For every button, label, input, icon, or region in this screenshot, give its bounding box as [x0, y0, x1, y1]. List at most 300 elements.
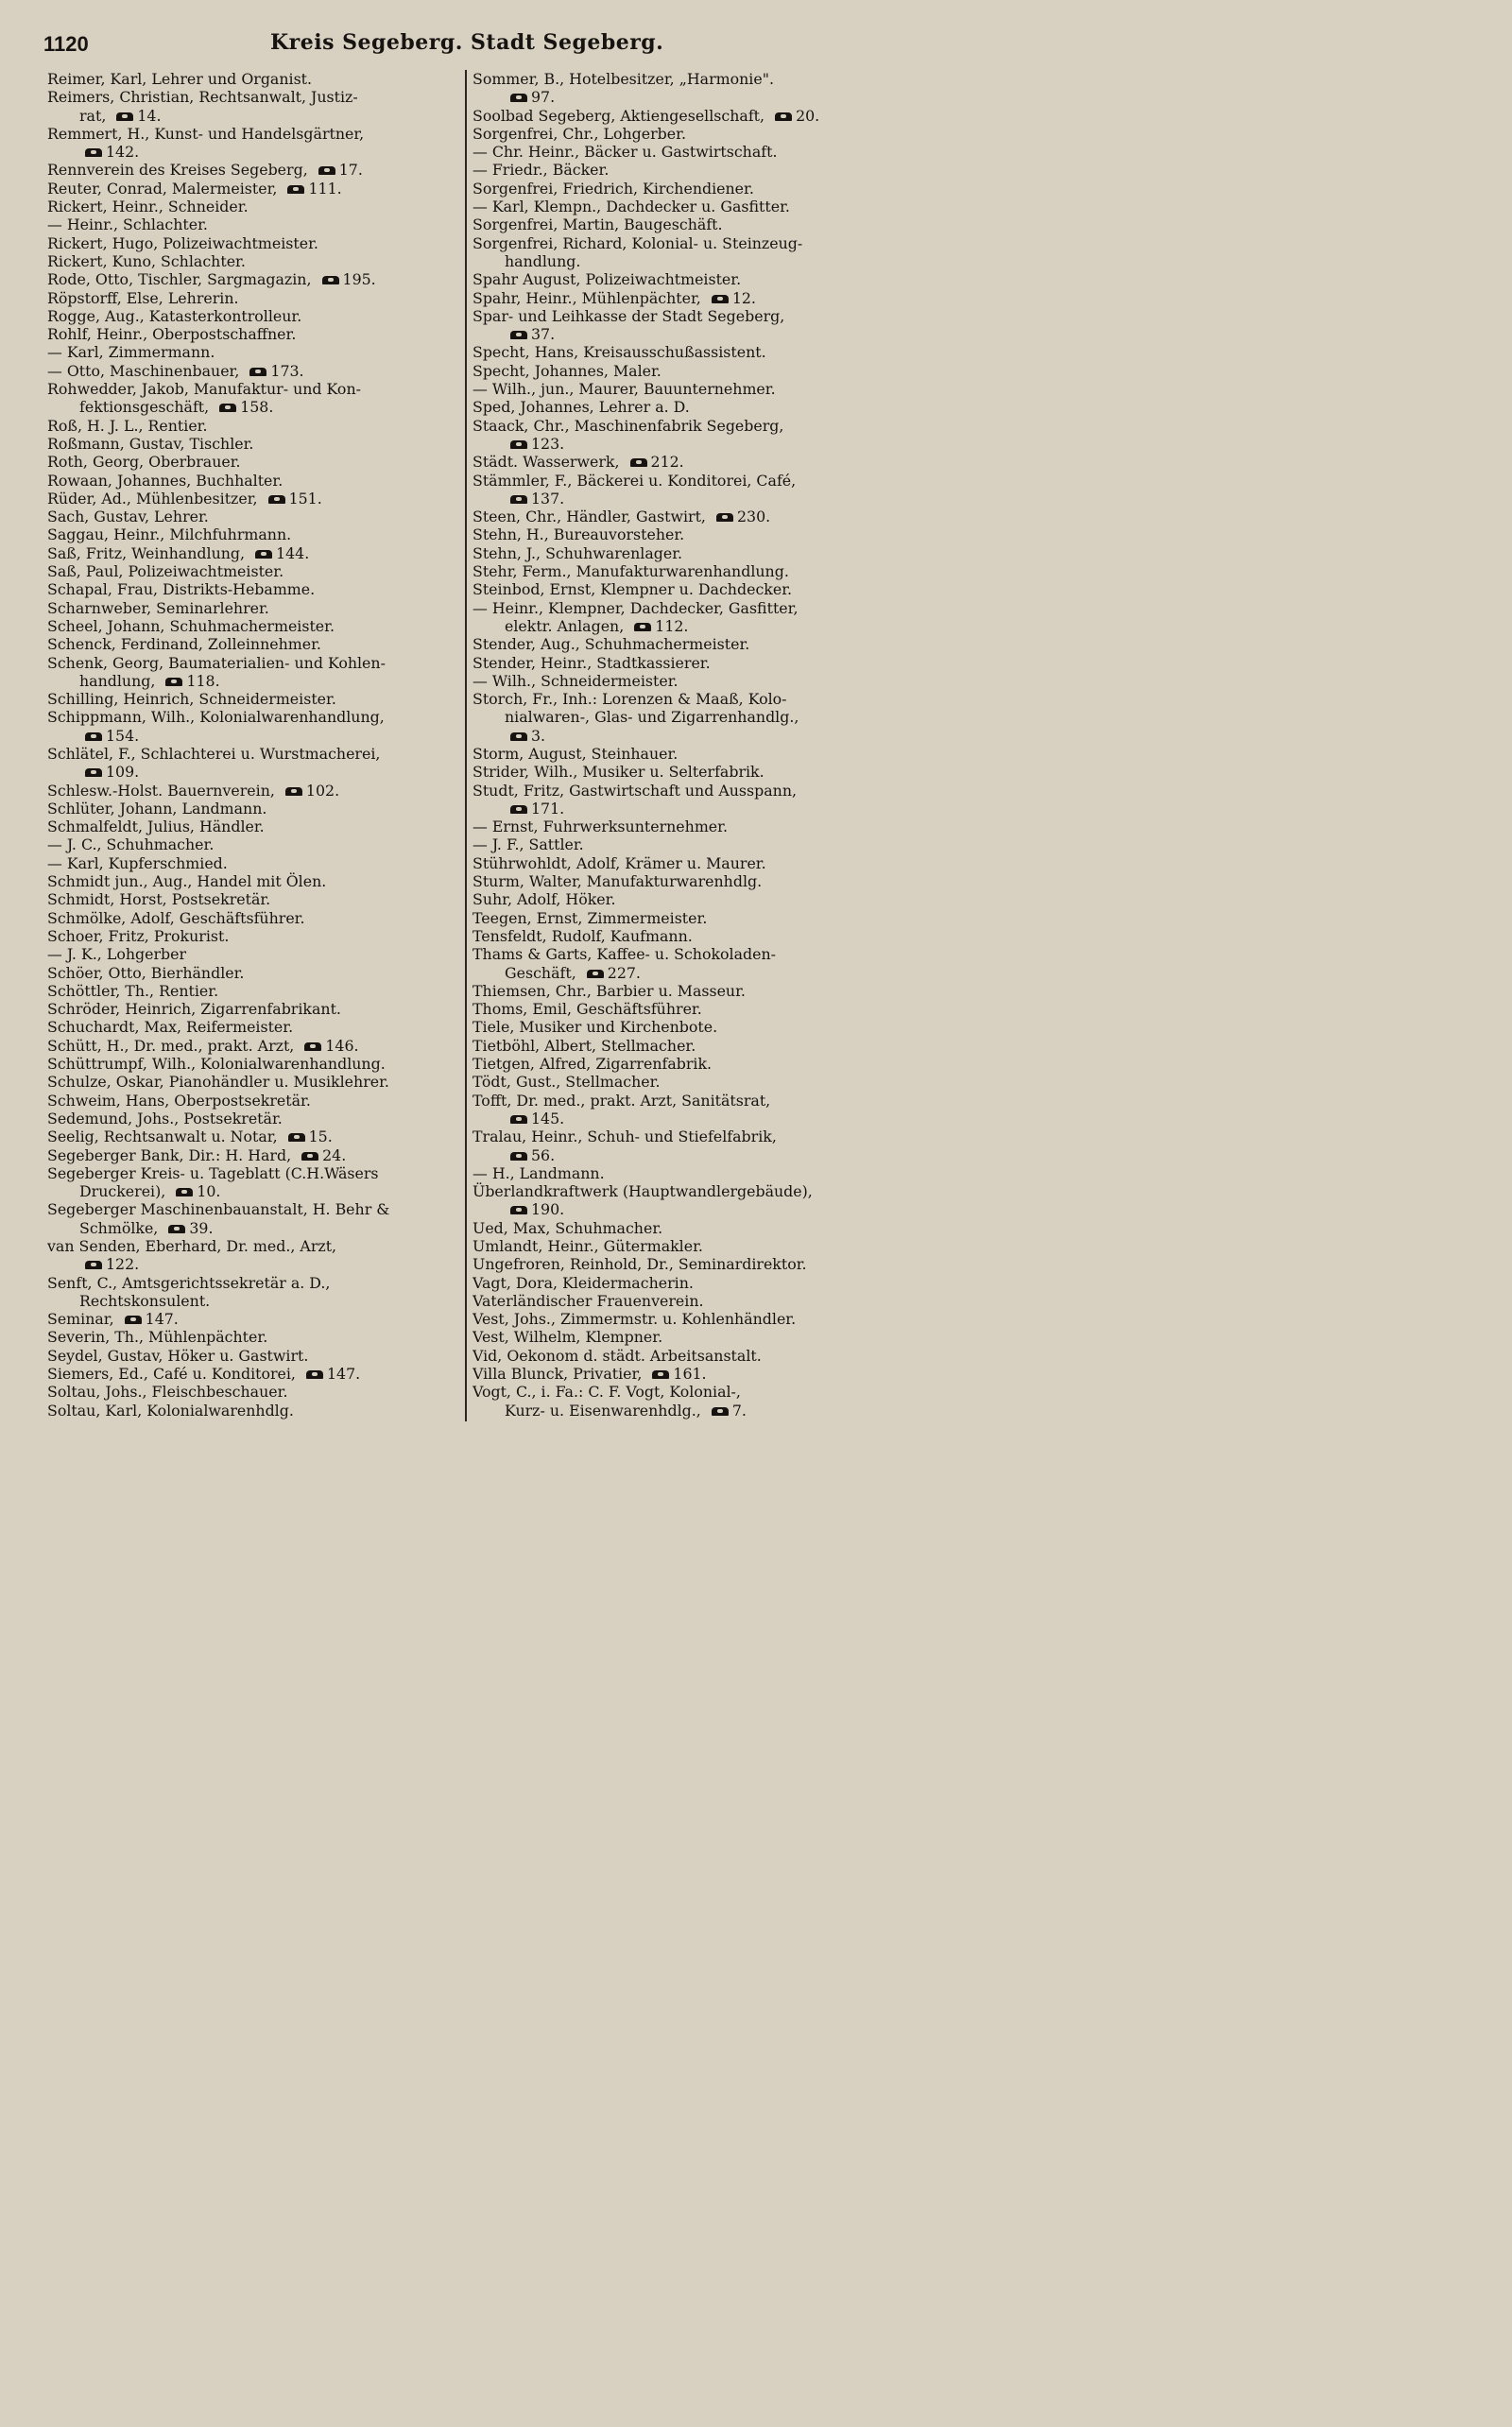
directory-entry — [472, 525, 879, 543]
telephone-icon — [288, 1133, 305, 1143]
directory-entry — [47, 1000, 455, 1018]
entry-text: — Heinr., Schlachter. — [47, 215, 208, 234]
directory-entry-continuation — [47, 727, 455, 745]
directory-entry — [472, 70, 879, 88]
phone-number: 10. — [197, 1182, 221, 1201]
entry-text: Schoer, Fritz, Prokurist. — [47, 926, 230, 945]
directory-entry — [472, 763, 879, 781]
directory-entry-continuation — [472, 1110, 879, 1127]
directory-entry — [47, 562, 455, 580]
telephone-icon — [285, 787, 302, 797]
phone-number: 154. — [106, 726, 140, 745]
directory-entry — [472, 562, 879, 580]
telephone-icon — [510, 1206, 527, 1215]
entry-text: Scharnweber, Seminarlehrer. — [47, 598, 269, 617]
entry-text: nialwaren-, Glas- und Zigarrenhandlg., — [505, 708, 799, 727]
page-header — [43, 28, 885, 62]
phone-number: 142. — [106, 143, 140, 162]
telephone-icon — [304, 1042, 321, 1052]
entry-text: Villa Blunck, Privatier, — [472, 1365, 647, 1384]
entry-text: — Heinr., Klempner, Dachdecker, Gasfitter, — [472, 598, 799, 617]
entry-text: Röpstorff, Else, Lehrerin. — [47, 288, 239, 307]
directory-entry — [472, 180, 879, 198]
entry-text: Remmert, H., Kunst- und Handelsgärtner, — [47, 124, 365, 143]
telephone-icon — [587, 970, 604, 979]
entry-text: — Chr. Heinr., Bäcker u. Gastwirtschaft. — [472, 143, 778, 162]
directory-entry — [47, 872, 455, 890]
phone-number: 14. — [137, 106, 162, 125]
entry-text: Suhr, Adolf, Höker. — [472, 890, 616, 909]
phone-number: 161. — [673, 1365, 707, 1384]
directory-entry — [47, 854, 455, 872]
phone-number: 37. — [531, 325, 556, 344]
directory-entry — [472, 835, 879, 853]
directory-entry — [47, 198, 455, 215]
entry-text: Vest, Wilhelm, Klempner. — [472, 1328, 663, 1347]
telephone-icon — [116, 112, 133, 122]
entry-text: Roß, H. J. L., Rentier. — [47, 416, 208, 435]
telephone-icon — [322, 276, 339, 285]
entry-text: Thiemsen, Chr., Barbier u. Masseur. — [472, 981, 746, 1000]
directory-entry — [47, 708, 455, 726]
directory-entry — [472, 1037, 879, 1055]
entry-text: — J. F., Sattler. — [472, 835, 584, 854]
directory-entry — [472, 1127, 879, 1145]
directory-entry — [47, 508, 455, 525]
entry-text: — J. K., Lohgerber — [47, 945, 187, 964]
entry-text: handlung, — [79, 671, 161, 690]
entry-text: Scheel, Johann, Schuhmachermeister. — [47, 616, 335, 635]
directory-entry — [472, 1219, 879, 1237]
entry-text: rat, — [79, 106, 112, 125]
phone-number: 171. — [531, 799, 565, 818]
directory-entry-continuation — [472, 800, 879, 818]
column-divider — [465, 70, 467, 1421]
entry-text: Vagt, Dora, Kleidermacherin. — [472, 1273, 694, 1292]
phone-number: 15. — [308, 1127, 333, 1146]
entry-text: Schütt, H., Dr. med., prakt. Arzt, — [47, 1036, 300, 1055]
entry-text: Soltau, Johs., Fleischbeschauer. — [47, 1383, 288, 1402]
entry-text: Rüder, Ad., Mühlenbesitzer, — [47, 489, 263, 508]
directory-entry — [472, 307, 879, 325]
entry-text: Vest, Johs., Zimmermstr. u. Kohlenhändler. — [472, 1310, 797, 1329]
entry-text: Sped, Johannes, Lehrer a. D. — [472, 398, 690, 417]
entry-text: Soltau, Karl, Kolonialwarenhdlg. — [47, 1401, 294, 1420]
entry-text: Rohlf, Heinr., Oberpostschaffner. — [47, 325, 297, 344]
directory-entry — [472, 818, 879, 835]
entry-text: Thoms, Emil, Geschäftsführer. — [472, 1000, 702, 1019]
entry-text: Siemers, Ed., Café u. Konditorei, — [47, 1365, 301, 1384]
directory-entry — [47, 1055, 455, 1073]
entry-text: Reuter, Conrad, Malermeister, — [47, 179, 283, 198]
entry-text: Rohwedder, Jakob, Manufaktur- und Kon- — [47, 380, 361, 399]
right-column — [472, 70, 879, 1420]
directory-entry — [47, 782, 455, 800]
directory-entry — [47, 745, 455, 763]
phone-number: 56. — [531, 1145, 556, 1164]
entry-text: Tralau, Heinr., Schuh- und Stiefelfabrik, — [472, 1127, 777, 1146]
running-title: Kreis Segeberg. Stadt Segeberg. — [270, 30, 664, 55]
entry-text: fektionsgeschäft, — [79, 398, 215, 417]
directory-entry-continuation — [47, 672, 455, 690]
phone-number: 137. — [531, 489, 565, 508]
phone-number: 122. — [106, 1255, 140, 1274]
directory-entry-continuation — [47, 143, 455, 161]
directory-entry-continuation — [472, 1402, 879, 1420]
directory-entry — [47, 1037, 455, 1055]
phone-number: 230. — [736, 508, 771, 526]
directory-entry — [472, 289, 879, 307]
entry-text: — Otto, Maschinenbauer, — [47, 361, 245, 380]
entry-text: Rowaan, Johannes, Buchhalter. — [47, 471, 284, 490]
entry-text: Storch, Fr., Inh.: Lorenzen & Maaß, Kolo- — [472, 690, 787, 709]
entry-text: elektr. Anlagen, — [505, 616, 629, 635]
directory-entry — [47, 1073, 455, 1091]
phone-number: 39. — [189, 1218, 214, 1237]
directory-entry — [472, 270, 879, 288]
directory-entry — [47, 1146, 455, 1164]
directory-entry — [472, 672, 879, 690]
entry-text: Kurz- u. Eisenwarenhdlg., — [505, 1401, 706, 1420]
phone-number: 109. — [106, 763, 140, 782]
directory-entry — [47, 617, 455, 635]
directory-entry — [47, 252, 455, 270]
directory-entry — [47, 544, 455, 562]
directory-entry-continuation — [472, 1146, 879, 1164]
telephone-icon — [85, 732, 102, 742]
entry-text: Rode, Otto, Tischler, Sargmagazin, — [47, 270, 317, 289]
directory-entry — [472, 599, 879, 617]
directory-entry — [472, 198, 879, 215]
entry-text: Überlandkraftwerk (Hauptwandlergebäude), — [472, 1182, 813, 1201]
entry-text: Sorgenfrei, Chr., Lohgerber. — [472, 124, 686, 143]
entry-text: — Karl, Zimmermann. — [47, 343, 215, 362]
phone-number: 112. — [655, 616, 689, 635]
directory-entry — [47, 1365, 455, 1383]
entry-text: Segeberger Kreis- u. Tageblatt (C.H.Wäsers — [47, 1163, 379, 1182]
directory-entry — [47, 70, 455, 88]
phone-number: 97. — [531, 88, 556, 107]
directory-entry — [47, 343, 455, 361]
directory-entry — [472, 1292, 879, 1310]
phone-number: 12. — [731, 288, 756, 307]
entry-text: Vogt, C., i. Fa.: C. F. Vogt, Kolonial-, — [472, 1383, 741, 1402]
directory-entry — [472, 1092, 879, 1110]
entry-text: Rechtskonsulent. — [79, 1291, 211, 1310]
phone-number: 144. — [276, 543, 310, 562]
telephone-icon — [85, 1261, 102, 1270]
directory-entry — [472, 1073, 879, 1091]
entry-text: van Senden, Eberhard, Dr. med., Arzt, — [47, 1237, 337, 1255]
telephone-icon — [168, 1225, 185, 1234]
telephone-icon — [85, 148, 102, 158]
directory-entry — [472, 417, 879, 435]
directory-entry-continuation — [47, 763, 455, 781]
entry-text: — Wilh., Schneidermeister. — [472, 671, 679, 690]
directory-entry — [47, 1402, 455, 1420]
entry-text: Sturm, Walter, Manufakturwarenhdlg. — [472, 872, 763, 891]
entry-text: Tödt, Gust., Stellmacher. — [472, 1073, 661, 1092]
directory-entry — [47, 927, 455, 945]
directory-entry-continuation — [472, 964, 879, 982]
entry-text: Städt. Wasserwerk, — [472, 453, 625, 472]
entry-text: Schmölke, — [79, 1218, 163, 1237]
entry-text: Specht, Hans, Kreisausschußassistent. — [472, 343, 766, 362]
entry-text: Senft, C., Amtsgerichtssekretär a. D., — [47, 1273, 331, 1292]
directory-entry — [47, 1328, 455, 1346]
directory-entry-continuation — [47, 1219, 455, 1237]
phone-number: 173. — [270, 361, 304, 380]
entry-text: Spahr, Heinr., Mühlenpächter, — [472, 288, 706, 307]
directory-entry — [472, 1255, 879, 1273]
entry-text: Sach, Gustav, Lehrer. — [47, 508, 209, 526]
entry-text: Steinbod, Ernst, Klempner u. Dachdecker. — [472, 580, 793, 599]
directory-entry — [472, 1328, 879, 1346]
directory-entry-continuation — [472, 490, 879, 508]
directory-entry — [472, 580, 879, 598]
telephone-icon — [510, 331, 527, 340]
directory-page — [0, 0, 923, 1482]
directory-entry — [47, 1200, 455, 1218]
entry-text: Stehn, H., Bureauvorsteher. — [472, 525, 685, 544]
directory-entry — [47, 654, 455, 672]
entry-text: Schippmann, Wilh., Kolonialwarenhandlung, — [47, 708, 385, 727]
directory-entry — [47, 362, 455, 380]
directory-entry — [472, 380, 879, 398]
directory-entry — [47, 1092, 455, 1110]
directory-entry — [47, 307, 455, 325]
entry-text: Ungefroren, Reinhold, Dr., Seminardirektor. — [472, 1255, 807, 1274]
directory-entry — [472, 107, 879, 125]
directory-entry — [47, 88, 455, 106]
entry-text: Stender, Aug., Schuhmachermeister. — [472, 635, 750, 654]
directory-entry-continuation — [47, 398, 455, 416]
entry-text: Sommer, B., Hotelbesitzer, „Harmonie". — [472, 70, 774, 88]
directory-entry — [472, 1055, 879, 1073]
telephone-icon — [306, 1370, 323, 1380]
entry-text: Schmölke, Adolf, Geschäftsführer. — [47, 908, 305, 927]
entry-text: Spahr August, Polizeiwachtmeister. — [472, 270, 742, 289]
entry-text: Studt, Fritz, Gastwirtschaft und Ausspann, — [472, 781, 798, 800]
directory-entry-continuation — [472, 435, 879, 453]
left-column — [47, 70, 455, 1420]
telephone-icon — [510, 1115, 527, 1125]
entry-text: Reimers, Christian, Rechtsanwalt, Justiz- — [47, 88, 358, 107]
telephone-icon — [510, 94, 527, 103]
directory-entry — [472, 1018, 879, 1036]
directory-entry — [47, 417, 455, 435]
directory-entry-continuation — [472, 252, 879, 270]
entry-text: Roßmann, Gustav, Tischler. — [47, 434, 254, 453]
entry-text: — Karl, Kupferschmied. — [47, 853, 228, 872]
entry-text: — H., Landmann. — [472, 1163, 605, 1182]
directory-entry — [472, 1365, 879, 1383]
directory-entry-continuation — [472, 1200, 879, 1218]
entry-text: Staack, Chr., Maschinenfabrik Segeberg, — [472, 416, 784, 435]
entry-text: Schuchardt, Max, Reifermeister. — [47, 1018, 294, 1037]
directory-entry-continuation — [47, 1255, 455, 1273]
phone-number: 20. — [796, 106, 820, 125]
entry-text: Tofft, Dr. med., prakt. Arzt, Sanitätsrat, — [472, 1091, 771, 1110]
directory-entry — [472, 745, 879, 763]
phone-number: 212. — [650, 453, 684, 472]
telephone-icon — [510, 495, 527, 505]
telephone-icon — [301, 1152, 318, 1162]
phone-number: 147. — [326, 1365, 361, 1384]
telephone-icon — [287, 185, 304, 195]
telephone-icon — [165, 678, 182, 687]
entry-text: Seydel, Gustav, Höker u. Gastwirt. — [47, 1346, 309, 1365]
phone-number: 102. — [305, 781, 340, 800]
directory-entry — [47, 289, 455, 307]
entry-text: Umlandt, Heinr., Gütermakler. — [472, 1237, 703, 1255]
entry-text: Stender, Heinr., Stadtkassierer. — [472, 653, 711, 672]
directory-entry-continuation — [472, 727, 879, 745]
directory-entry — [472, 854, 879, 872]
phone-number: 195. — [342, 270, 376, 289]
directory-entry — [472, 1164, 879, 1182]
directory-entry — [47, 161, 455, 179]
entry-text: Spar- und Leihkasse der Stadt Segeberg, — [472, 306, 785, 325]
telephone-icon — [268, 495, 285, 505]
entry-text: Saß, Fritz, Weinhandlung, — [47, 543, 250, 562]
entry-text: Schöttler, Th., Rentier. — [47, 981, 219, 1000]
phone-number: 7. — [731, 1401, 747, 1420]
directory-entry — [47, 325, 455, 343]
page-number: 1120 — [43, 32, 89, 56]
directory-entry — [472, 782, 879, 800]
entry-text: Schlüter, Johann, Landmann. — [47, 799, 267, 818]
entry-text: Schenck, Ferdinand, Zolleinnehmer. — [47, 635, 321, 654]
telephone-icon — [775, 112, 792, 122]
directory-entry — [472, 927, 879, 945]
directory-entry — [472, 1000, 879, 1018]
entry-text: Schmidt jun., Aug., Handel mit Ölen. — [47, 872, 327, 891]
telephone-icon — [510, 440, 527, 450]
entry-text: Sorgenfrei, Martin, Baugeschäft. — [472, 215, 723, 234]
entry-text: Severin, Th., Mühlenpächter. — [47, 1328, 268, 1347]
directory-entry — [47, 1274, 455, 1292]
entry-text: Sorgenfrei, Friedrich, Kirchendiener. — [472, 179, 754, 198]
directory-entry — [47, 909, 455, 927]
phone-number: 123. — [531, 434, 565, 453]
directory-entry-continuation — [472, 708, 879, 726]
directory-entry — [47, 234, 455, 252]
entry-text: Specht, Johannes, Maler. — [472, 361, 662, 380]
directory-entry — [47, 472, 455, 490]
telephone-icon — [249, 368, 266, 377]
directory-entry — [472, 1347, 879, 1365]
entry-text: Seminar, — [47, 1310, 119, 1329]
entry-text: Reimer, Karl, Lehrer und Organist. — [47, 70, 313, 88]
entry-text: Teegen, Ernst, Zimmermeister. — [472, 908, 708, 927]
directory-entry — [47, 453, 455, 471]
directory-entry — [472, 982, 879, 1000]
entry-text: Stehn, J., Schuhwarenlager. — [472, 543, 683, 562]
directory-entry — [47, 800, 455, 818]
directory-entry — [472, 1182, 879, 1200]
telephone-icon — [716, 513, 733, 523]
telephone-icon — [510, 805, 527, 815]
entry-text: Schlesw.-Holst. Bauernverein, — [47, 781, 280, 800]
directory-entry — [47, 690, 455, 708]
phone-number: 146. — [325, 1036, 359, 1055]
entry-text: Thams & Garts, Kaffee- u. Schokoladen- — [472, 945, 776, 964]
phone-number: 118. — [186, 671, 220, 690]
telephone-icon — [630, 458, 647, 468]
directory-entry — [472, 872, 879, 890]
telephone-icon — [712, 1407, 729, 1417]
entry-text: Roth, Georg, Oberbrauer. — [47, 453, 241, 472]
entry-text: Stehr, Ferm., Manufakturwarenhandlung. — [472, 562, 789, 581]
telephone-icon — [85, 768, 102, 778]
directory-entry — [47, 1110, 455, 1127]
phone-number: 147. — [145, 1310, 179, 1329]
directory-entry — [472, 909, 879, 927]
directory-entry — [472, 508, 879, 525]
directory-entry — [47, 1347, 455, 1365]
directory-entry — [47, 1127, 455, 1145]
directory-entry — [47, 890, 455, 908]
directory-entry — [472, 690, 879, 708]
directory-entry — [472, 1310, 879, 1328]
directory-entry — [472, 343, 879, 361]
directory-entry-continuation — [47, 107, 455, 125]
directory-entry — [472, 654, 879, 672]
entry-text: Schapal, Frau, Distrikts-Hebamme. — [47, 580, 316, 599]
directory-entry — [472, 453, 879, 471]
directory-entry-continuation — [472, 88, 879, 106]
entry-text: Steen, Chr., Händler, Gastwirt, — [472, 508, 711, 526]
entry-text: — Karl, Klempn., Dachdecker u. Gasfitter. — [472, 198, 790, 216]
directory-entry — [472, 544, 879, 562]
directory-entry — [47, 580, 455, 598]
phone-number: 111. — [308, 179, 342, 198]
phone-number: 190. — [531, 1200, 565, 1219]
directory-entry — [472, 1383, 879, 1401]
entry-text: Geschäft, — [505, 963, 581, 982]
directory-entry — [47, 1018, 455, 1036]
phone-number: 24. — [322, 1145, 347, 1164]
entry-text: Saggau, Heinr., Milchfuhrmann. — [47, 525, 292, 544]
telephone-icon — [219, 404, 236, 413]
directory-entry-continuation — [47, 1292, 455, 1310]
entry-text: Tietgen, Alfred, Zigarrenfabrik. — [472, 1055, 713, 1074]
directory-entry — [47, 945, 455, 963]
entry-text: Schöer, Otto, Bierhändler. — [47, 963, 245, 982]
telephone-icon — [176, 1188, 193, 1197]
directory-entry — [47, 125, 455, 143]
entry-text: Schüttrumpf, Wilh., Kolonialwarenhandlung. — [47, 1055, 386, 1074]
directory-entry — [472, 635, 879, 653]
entry-text: Schlätel, F., Schlachterei u. Wurstmacherei, — [47, 744, 381, 763]
entry-text: Schilling, Heinrich, Schneidermeister. — [47, 690, 336, 709]
directory-entry — [47, 964, 455, 982]
entry-text: Druckerei), — [79, 1182, 171, 1201]
directory-entry — [47, 525, 455, 543]
entry-text: Soolbad Segeberg, Aktiengesellschaft, — [472, 106, 770, 125]
directory-entry — [47, 635, 455, 653]
directory-entry — [472, 890, 879, 908]
directory-entry — [472, 234, 879, 252]
phone-number: 158. — [240, 398, 274, 417]
entry-text: Rickert, Hugo, Polizeiwachtmeister. — [47, 233, 318, 252]
directory-entry — [472, 161, 879, 179]
directory-entry-continuation — [47, 1182, 455, 1200]
directory-entry — [47, 835, 455, 853]
directory-entry-continuation — [472, 325, 879, 343]
directory-entry — [47, 215, 455, 233]
